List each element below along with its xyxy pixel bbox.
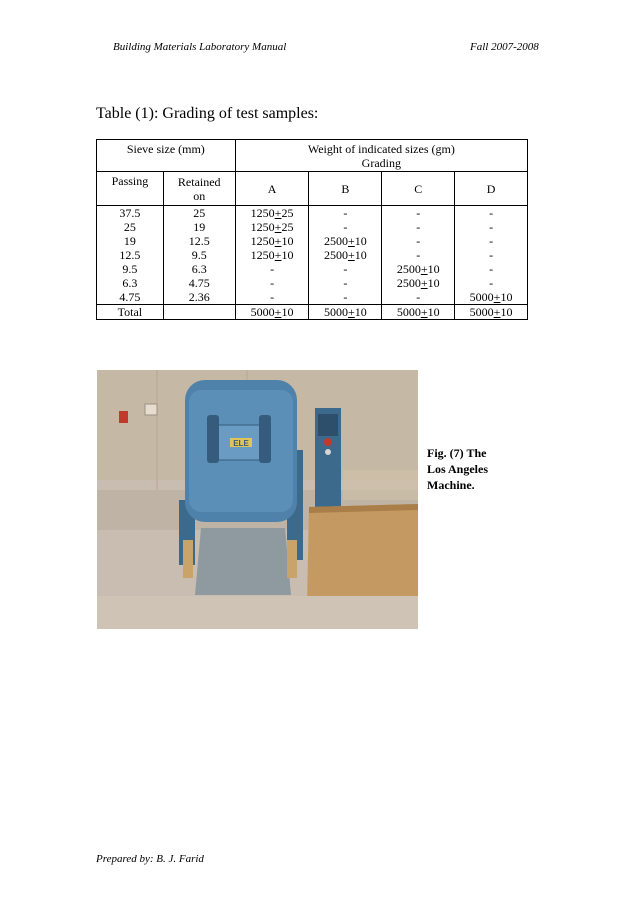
table-cell: - xyxy=(235,290,309,305)
weight-header-line1: Weight of indicated sizes (gm) xyxy=(307,141,455,156)
table-cell: 12.5 xyxy=(97,248,164,262)
table-cell: 37.5 xyxy=(97,206,164,221)
table-cell: - xyxy=(455,220,528,234)
table-cell: - xyxy=(309,276,382,290)
table-cell: 1250+10 xyxy=(235,234,309,248)
table-cell: 2500+10 xyxy=(382,262,455,276)
table-cell: - xyxy=(235,262,309,276)
figure-caption-line2: Los Angeles xyxy=(427,462,489,476)
table-cell: - xyxy=(309,262,382,276)
table-cell: 5000+10 xyxy=(382,305,455,320)
figure-caption xyxy=(427,445,488,493)
table-cell: - xyxy=(455,276,528,290)
sieve-size-header: Sieve size (mm) xyxy=(97,140,236,172)
header-manual-title: Building Materials Laboratory Manual xyxy=(113,41,287,53)
table-row xyxy=(97,248,528,262)
grade-a-header: A xyxy=(235,172,309,206)
machine-label: ELE xyxy=(233,439,249,448)
grade-b-header: B xyxy=(309,172,382,206)
table-cell: Total xyxy=(97,305,164,320)
retained-header-line1: Retained xyxy=(177,174,221,189)
table-cell: - xyxy=(455,248,528,262)
table-cell: 2500+10 xyxy=(382,276,455,290)
table-title: Table (1): Grading of test samples: xyxy=(96,105,319,122)
table-cell: - xyxy=(455,262,528,276)
retained-header-line2: on xyxy=(193,188,206,203)
table-row xyxy=(97,276,528,290)
table-cell xyxy=(163,305,235,320)
table-cell: 1250+25 xyxy=(235,220,309,234)
table-cell: - xyxy=(382,220,455,234)
table-row xyxy=(97,206,528,221)
table-cell: 1250+10 xyxy=(235,248,309,262)
table-cell: 19 xyxy=(163,220,235,234)
table-cell: 9.5 xyxy=(97,262,164,276)
table-cell: - xyxy=(309,206,382,221)
table-cell: 1250+25 xyxy=(235,206,309,221)
weight-header xyxy=(235,140,527,172)
table-row xyxy=(97,262,528,276)
grading-label: Grading xyxy=(361,155,401,170)
table-cell: 6.3 xyxy=(97,276,164,290)
grading-table xyxy=(96,139,528,320)
table-cell: 9.5 xyxy=(163,248,235,262)
table-cell: 5000+10 xyxy=(309,305,382,320)
table-cell: - xyxy=(382,234,455,248)
table-cell: 25 xyxy=(97,220,164,234)
table-row xyxy=(97,234,528,248)
table-cell: 5000+10 xyxy=(235,305,309,320)
header-semester: Fall 2007-2008 xyxy=(470,41,539,53)
grade-d-header: D xyxy=(455,172,528,206)
table-cell: - xyxy=(235,276,309,290)
grade-c-header: C xyxy=(382,172,455,206)
table-cell: 2500+10 xyxy=(309,234,382,248)
table-cell: 12.5 xyxy=(163,234,235,248)
table-cell: 4.75 xyxy=(97,290,164,305)
retained-header xyxy=(163,172,235,206)
table-cell: - xyxy=(455,234,528,248)
table-cell: - xyxy=(455,206,528,221)
table-cell: - xyxy=(382,290,455,305)
table-cell: - xyxy=(309,220,382,234)
table-cell: 5000+10 xyxy=(455,305,528,320)
table-row xyxy=(97,220,528,234)
passing-header: Passing xyxy=(97,172,164,206)
table-cell: 19 xyxy=(97,234,164,248)
table-cell: 25 xyxy=(163,206,235,221)
table-cell: - xyxy=(309,290,382,305)
figure-caption-line1: Fig. (7) The xyxy=(427,446,487,460)
table-cell: 5000+10 xyxy=(455,290,528,305)
footer-author: Prepared by: B. J. Farid xyxy=(96,853,204,865)
table-cell: - xyxy=(382,248,455,262)
table-row xyxy=(97,290,528,305)
table-cell: 6.3 xyxy=(163,262,235,276)
grading-rows xyxy=(97,206,528,320)
table-row xyxy=(97,305,528,320)
figure-caption-line3: Machine. xyxy=(427,478,475,492)
table-cell: 2500+10 xyxy=(309,248,382,262)
table-cell: 2.36 xyxy=(163,290,235,305)
table-cell: - xyxy=(382,206,455,221)
los-angeles-machine-photo xyxy=(97,370,418,629)
table-cell: 4.75 xyxy=(163,276,235,290)
